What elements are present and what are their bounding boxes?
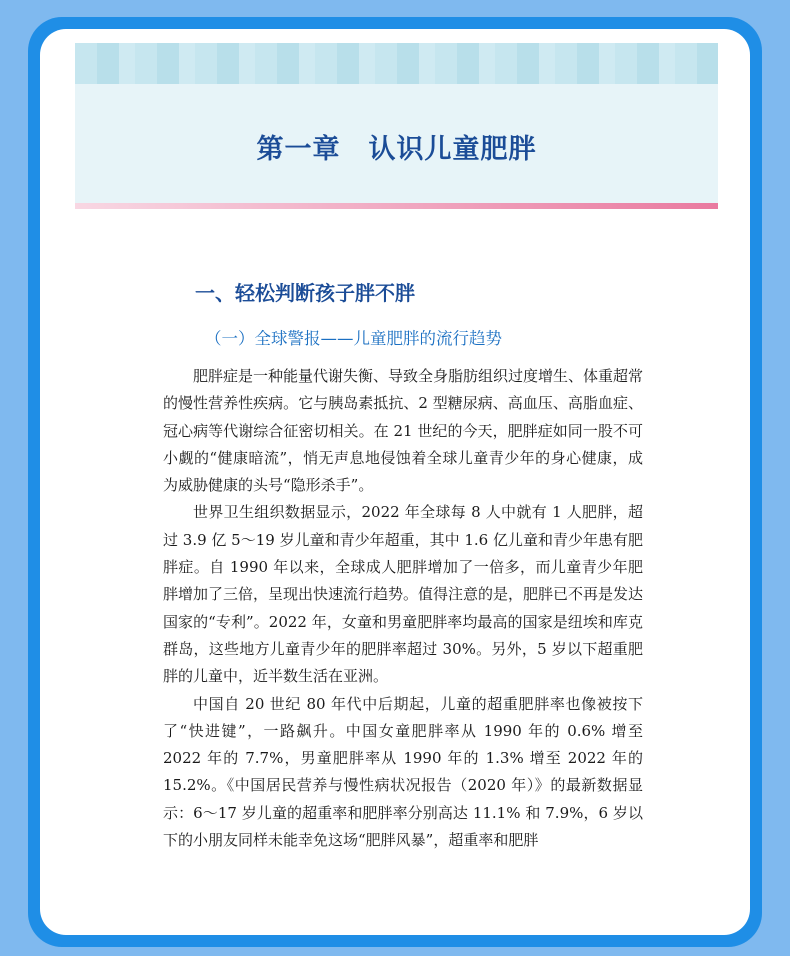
paragraph: 肥胖症是一种能量代谢失衡、导致全身脂肪组织过度增生、体重超常的慢性营养性疾病。它与胰岛素抵抗、2 型糖尿病、高血压、高脂血症、冠心病等代谢综合征密切相关。在 21 世纪的今天，肥胖症如同一股不可小觑的“健康暗流”，悄无声息地侵蚀着全球儿童青少年的身心健康，成为威胁健康的头号“隐形杀手”。 xyxy=(163,367,644,495)
page-frame xyxy=(28,17,762,947)
paragraph: 中国自 20 世纪 80 年代中后期起，儿童的超重肥胖率也像被按下了“快进键”，一路飙升。中国女童肥胖率从 1990 年的 0.6% 增至 2022 年的 7.7%，男童肥胖率从 1990 年的 1.3% 增至 2022 年的 15.2%。《中国居民营养与慢性病状况报告（2020 年）》的最新数据显示：6～17 岁儿童的超重率和肥胖率分别高达 11.1% 和 7.9%，6 岁以下的小朋友同样未能幸免这场“肥胖风暴”，超重率和肥胖 xyxy=(163,694,643,850)
paragraph: 世界卫生组织数据显示，2022 年全球每 8 人中就有 1 人肥胖，超过 3.9 亿 5～19 岁儿童和青少年超重，其中 1.6 亿儿童和青少年患有肥胖症。自 1990 年以来，全球成人肥胖增加了一倍多，而儿童青少年肥胖增加了三倍，呈现出快速流行趋势。值得注意的是，肥胖已不再是发达国家的“专利”。2022 年，女童和男童肥胖率均最高的国家是纽埃和库克群岛，这些地方儿童青少年的肥胖率超过 30%。另外，5 岁以下超重肥胖的儿童中，近半数生活在亚洲。 xyxy=(163,503,644,686)
chapter-banner xyxy=(75,43,718,209)
body-text xyxy=(163,363,643,854)
section-heading: 一、轻松判断孩子胖不胖 xyxy=(195,281,415,305)
book-page xyxy=(40,29,750,935)
banner-underline xyxy=(75,203,718,209)
section-subheading: （一）全球警报——儿童肥胖的流行趋势 xyxy=(205,329,502,348)
chapter-title: 第一章 认识儿童肥胖 xyxy=(256,134,537,165)
banner-pattern xyxy=(75,43,718,84)
